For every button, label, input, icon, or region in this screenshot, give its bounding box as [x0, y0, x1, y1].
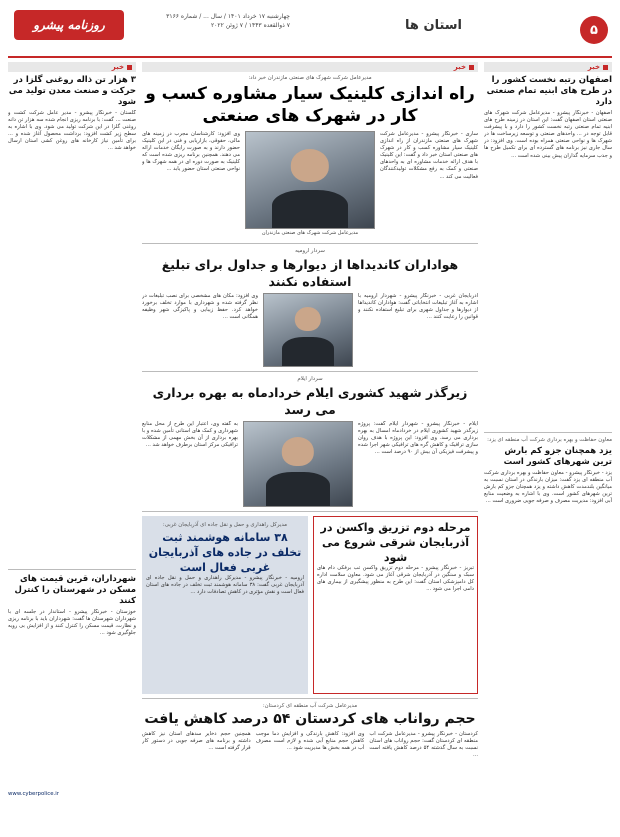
- article-photo: [263, 293, 353, 367]
- article-photo: [243, 421, 353, 507]
- news-tag: [484, 62, 612, 72]
- article-body: به گفته وی، اعتبار این طرح از محل منابع شهرداری و کمک های استانی تأمین شده و با بهره برداری از آن بخش مهمی از مشکلات ترافیکی مرکز استان برطرف خواهد شد ...: [142, 421, 238, 449]
- article-kicker: معاون حفاظت و بهره برداری شرکت آب منطقه ای یزد:: [487, 437, 612, 443]
- article-block: [142, 731, 478, 831]
- article-body: ایلام - خبرنگار پیشرو - شهردار ایلام گفت: پروژه زیرگذر شهید کشوری ایلام در خردادماه امسال به بهره برداری می رسد. وی افزود: این پروژه با هدف روان سازی ترافیک و کاهش گره های ترافیکی شهر اجرا شده و پیشرفت فیزیکی آن بیش از ۹۰ درصد است ...: [358, 421, 478, 456]
- divider: [142, 371, 478, 372]
- article-headline: مرحله دوم تزریق واکسن در آذربایجان شرقی شروع می شود: [320, 521, 471, 564]
- divider: [142, 243, 478, 244]
- news-tag: [142, 62, 478, 72]
- article-body: ساری - خبرنگار پیشرو - مدیرعامل شرکت شهرک های صنعتی مازندران از راه اندازی کلینیک سیار مشاوره کسب و کار در شهرک های صنعتی استان خبر داد و گفت: این کلینیک با هدف ارائه خدمات مشاوره ای به واحدهای صنعتی و کمک به رفع مشکلات تولیدکنندگان فعالیت می کند ...: [380, 131, 478, 180]
- news-tag: [8, 62, 136, 72]
- news-tag-label: خبر: [453, 63, 466, 71]
- article-kicker: سردار ارومیه: [295, 248, 325, 254]
- article-body: گلستان - خبرنگار پیشرو - مدیر عامل شرکت کشت و صنعت ... گفت: با برنامه ریزی انجام شده سه هزار تن دانه روغنی گلزا در این شرکت تولید می شود. وی با اشاره به سطح زیر کشت افزود: برداشت محصول آغاز شده و ... برای تأمین نیاز کارخانه های روغن کشی استان ارسال خواهد شد ...: [8, 110, 136, 152]
- news-tag-label: خبر: [587, 63, 600, 71]
- bullet-icon: [127, 65, 132, 70]
- article-body: وی افزود: کاهش بارندگی و افزایش دما موجب کاهش حجم منابع آبی شده و لازم است مصرف آب در همه بخش ها مدیریت شود ...: [255, 731, 365, 752]
- article-headline: ۳۸ سامانه هوشمند ثبت تخلف در جاده های آذربایجان غربی فعال است: [148, 531, 302, 574]
- divider: [142, 511, 478, 512]
- article-body: کردستان - خبرنگار پیشرو - مدیرعامل شرکت آب منطقه ای کردستان گفت: حجم رواناب های استان نسبت به سال گذشته ۵۴ درصد کاهش یافته است ...: [369, 731, 478, 759]
- lead-figure: [245, 131, 375, 239]
- lead-kicker: مدیرعامل شرکت شهرک های صنعتی مازندران خبر داد:: [248, 75, 372, 81]
- issue-line-2: ۷ ذوالقعده ۱۴۴۳ / ۷ ژوئن ۲۰۲۲: [210, 22, 290, 29]
- header-rule: [8, 56, 612, 58]
- article-headline: حجم رواناب های کردستان ۵۴ درصد کاهش یافت: [144, 711, 476, 727]
- traffic-article: [142, 516, 308, 694]
- lead-headline: راه اندازی کلینیک سیار مشاوره کسب و کار در شهرک های صنعتی: [145, 84, 475, 126]
- article-headline: اصفهان رتبه نخست کشور را در طرح های ابنیه تمام صنعتی دارد: [486, 75, 612, 107]
- lead-photo: [245, 131, 375, 229]
- article-headline: شهرداران، قرین قیمت های مسکن در شهرستان را کنترل کنند: [14, 574, 136, 606]
- article-kicker: مدیرکل راهداری و حمل و نقل جاده ای آذربایجان غربی:: [162, 522, 288, 528]
- boxed-articles-row: [142, 516, 478, 694]
- bullet-icon: [469, 65, 474, 70]
- issue-info: [130, 12, 290, 30]
- divider: [484, 432, 612, 433]
- article-headline: هواداران کاندیداها از دیوارها و جداول برای تبلیغ استفاده نکنند: [161, 257, 459, 289]
- article-kicker: سردار ایلام: [297, 376, 323, 382]
- article-kicker: مدیرعامل شرکت آب منطقه ای کردستان:: [262, 703, 358, 709]
- article-body: تبریز - خبرنگار پیشرو - مرحله دوم تزریق واکسن تب برفکی دام های سبک و سنگین در آذربایجان شرقی آغاز می شود. معاون سلامت اداره کل دامپزشکی استان گفت: این طرح به منظور پیشگیری از بیماری های دامی اجرا می شود ...: [317, 565, 474, 593]
- article-body: ارومیه - خبرنگار پیشرو - مدیرکل راهداری و حمل و نقل جاده ای آذربایجان غربی گفت: ۳۸ سامانه هوشمند ثبت تخلف در جاده های استان فعال است و نقش مؤثری در کاهش تصادفات دارد ...: [146, 575, 304, 596]
- article-body: اصفهان - خبرنگار پیشرو - مدیرعامل شرکت شهرک های صنعتی استان اصفهان گفت: این استان در زمینه طرح های ابنیه تمام صنعتی رتبه نخست کشور را دارد و با پیشرفت قابل توجه در ... واحدهای صنعتی و توسعه زیرساخت ها در شهرک ها و نواحی صنعتی همراه بوده است. وی افزود: در سال جاری نیز برنامه های گسترده ای برای تکمیل طرح ها و جذب سرمایه گذاران پیش بینی شده است ...: [484, 110, 612, 159]
- article-headline: زیرگذر شهید کشوری ایلام خردادماه به بهره برداری می رسد: [152, 385, 468, 417]
- photo-caption: مدیرعامل شرکت شهرک های صنعتی مازندران: [261, 230, 359, 236]
- main-column: [142, 62, 478, 831]
- bullet-icon: [603, 65, 608, 70]
- article-body: یزد - خبرنگار پیشرو - معاون حفاظت و بهره برداری شرکت آب منطقه ای یزد گفت: میزان بارندگی در استان نسبت به میانگین بلندمدت کاهش داشته و یزد همچنان جزو کم بارش ترین شهرهای کشور است. وی با اشاره به وضعیت منابع آبی افزود: مدیریت مصرف و صرفه جویی ضروری است ...: [484, 470, 612, 505]
- section-title: استان ها: [405, 18, 462, 33]
- article-body: وی افزود: مکان های مشخصی برای نصب تبلیغات در نظر گرفته شده و شهرداری با موارد تخلف برخورد خواهد کرد. حفظ زیبایی و پاکیزگی شهر وظیفه همگانی است ...: [142, 293, 258, 321]
- article-block: [142, 421, 478, 507]
- page-number: ۵: [580, 16, 608, 44]
- newspaper-logo: روزنامه پیشرو: [14, 10, 124, 40]
- article-body: آذربایجان غربی - خبرنگار پیشرو - شهردار ارومیه با اشاره به آغاز تبلیغات انتخاباتی گفت: هواداران کاندیداها از دیوارها و جداول شهری برای تبلیغ استفاده نکنند و قوانین را رعایت کنند ...: [358, 293, 478, 321]
- footer-url[interactable]: www.cyberpolice.ir: [8, 791, 59, 797]
- left-column: [8, 62, 136, 831]
- article-body: همچنین حجم ذخایر سدهای استان نیز کاهش داشته و برنامه های صرفه جویی در دستور کار قرار گرفته است ...: [142, 731, 251, 752]
- article-headline: ۳ هزار تن ذاله روغنی گلزا در حرکت و صنعت معدن تولید می شود: [8, 75, 136, 107]
- divider: [8, 569, 136, 570]
- right-column: [484, 62, 612, 831]
- issue-line-1: چهارشنبه ۱۷ خرداد ۱۴۰۱ / سال ... / شماره ۳۱۶۶: [166, 13, 290, 20]
- article-headline: یزد همچنان جزو کم بارش ترین شهرهای کشور است: [503, 446, 612, 467]
- lead-article: [142, 131, 478, 239]
- divider: [142, 698, 478, 699]
- article-block: [142, 293, 478, 367]
- vaccine-article: [313, 516, 478, 694]
- article-body: وی افزود: کارشناسان مجرب در زمینه های مالی، حقوقی، بازاریابی و فنی در این کلینیک حضور دارند و به صورت رایگان خدمات ارائه می دهند. همچنین برنامه ریزی شده است که کلینیک به صورت دوره ای در همه شهرک ها و نواحی صنعتی استان حضور یابد ...: [142, 131, 240, 173]
- article-body: خوزستان - خبرنگار پیشرو - استاندار در جلسه ای با شهرداران شهرستان ها گفت: شهرداران باید با برنامه ریزی و نظارت، قیمت مسکن را کنترل کنند و از افزایش بی رویه جلوگیری شود ...: [8, 609, 136, 637]
- page-header: [8, 6, 612, 54]
- news-tag-label: خبر: [111, 63, 124, 71]
